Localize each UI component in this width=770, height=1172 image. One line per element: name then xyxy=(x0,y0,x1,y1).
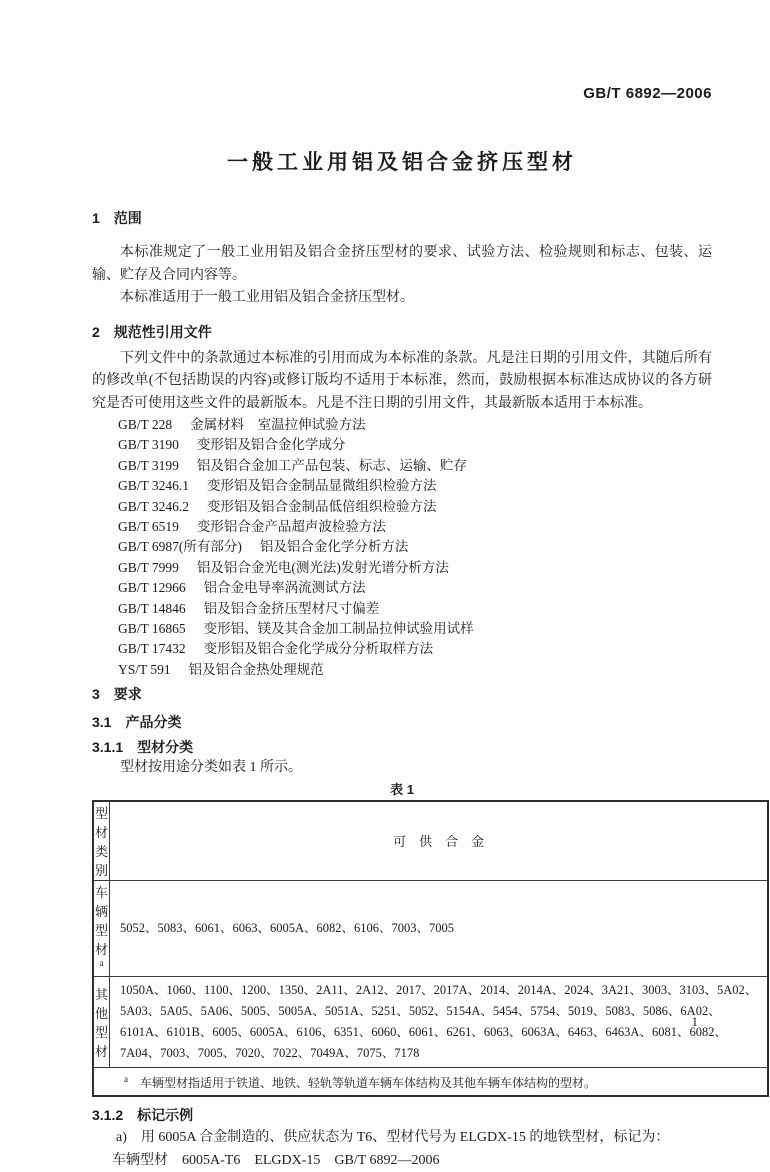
table-1 xyxy=(92,800,769,1097)
alloys-line: 1050A、1060、1100、1200、1350、2A11、2A12、2017、2017A、2014、2014A、2024、3A21、3003、3103、5A02、 xyxy=(120,983,758,998)
reference-item xyxy=(92,660,712,680)
reference-code: GB/T 17432 xyxy=(118,641,186,657)
alloys-line: 6101A、6101B、6005、6005A、6106、6351、6060、6061、6261、6063、6063A、6463、6463A、6081、6082、 xyxy=(120,1025,727,1040)
table-header-category: 型材类别 xyxy=(93,801,110,881)
alloys-cell-vehicle: 5052、5083、6061、6063、6005A、6082、6106、7003、7005 xyxy=(110,880,769,976)
page-content xyxy=(92,0,758,1172)
section-1-title: 范围 xyxy=(113,210,142,226)
reference-item xyxy=(92,435,712,455)
reference-title: 铝合金电导率涡流测试方法 xyxy=(203,580,366,596)
section-1-heading xyxy=(92,208,712,228)
reference-title: 变形铝及铝合金化学成分分析取样方法 xyxy=(203,641,434,657)
table-row-other-profiles xyxy=(93,977,768,1068)
reference-item xyxy=(92,517,712,537)
reference-code: GB/T 7999 xyxy=(118,559,179,575)
reference-title: 变形铝合金产品超声波检验方法 xyxy=(196,519,386,535)
section-3-1-2-title: 标记示例 xyxy=(137,1107,194,1124)
section-3-1-1-heading xyxy=(92,737,712,757)
category-cell-vehicle xyxy=(93,880,110,976)
section-3-1-1-title: 型材分类 xyxy=(137,739,194,756)
reference-item xyxy=(92,599,712,619)
category-cell-other: 其他型材 xyxy=(93,977,110,1068)
alloys-line: 7A04、7003、7005、7020、7022、7049A、7075、7178 xyxy=(120,1046,420,1061)
section-1-number: 1 xyxy=(92,210,100,226)
reference-title: 铝及铝合金热处理规范 xyxy=(188,661,324,677)
reference-title: 铝及铝合金光电(测光法)发射光谱分析方法 xyxy=(196,559,449,575)
table-footnote-row xyxy=(93,1068,768,1097)
section-3-1-heading xyxy=(92,712,712,732)
table-footnote-cell xyxy=(93,1068,768,1097)
footnote-reference-mark: a xyxy=(99,957,104,968)
reference-title: 铝及铝合金化学分析方法 xyxy=(259,539,409,555)
section-3-heading xyxy=(92,684,712,704)
reference-title: 铝及铝合金加工产品包装、标志、运输、贮存 xyxy=(196,457,467,473)
reference-code: GB/T 6519 xyxy=(118,519,179,535)
marking-example-designation: 车辆型材 6005A-T6 ELGDX-15 GB/T 6892—2006 xyxy=(112,1152,440,1168)
section-2-heading xyxy=(92,322,712,342)
table-header-alloys: 可 供 合 金 xyxy=(110,801,769,881)
reference-code: GB/T 3246.2 xyxy=(118,498,190,514)
footnote-marker: a xyxy=(124,1074,128,1085)
reference-code: GB/T 6987(所有部分) xyxy=(118,539,242,555)
references-intro-paragraph: 下列文件中的条款通过本标准的引用而成为本标准的条款。凡是注日期的引用文件，其随后所有的修改单(不包括勘误的内容)或修订版均不适用于本标准，然而，鼓励根据本标准达成协议的各方研究是否可使用这些文件的最新版本。凡是不注日期的引用文件，其最新版本适用于本标准。 xyxy=(92,350,712,411)
reference-title: 铝及铝合金挤压型材尺寸偏差 xyxy=(203,600,380,616)
reference-item xyxy=(92,619,712,639)
reference-title: 金属材料 室温拉伸试验方法 xyxy=(190,417,366,432)
reference-item xyxy=(92,639,712,659)
reference-code: GB/T 14846 xyxy=(118,600,186,616)
section-3-1-1-number: 3.1.1 xyxy=(92,739,124,756)
reference-code: GB/T 3190 xyxy=(118,437,179,453)
reference-code: GB/T 16865 xyxy=(118,621,186,637)
category-label: 车辆型材 xyxy=(95,884,109,957)
reference-code: GB/T 12966 xyxy=(118,580,186,596)
section-3-number: 3 xyxy=(92,686,100,703)
section-3-1-2-heading xyxy=(92,1105,712,1125)
section-3-1-2-number: 3.1.2 xyxy=(92,1107,124,1124)
scope-paragraph-2: 本标准适用于一般工业用铝及铝合金挤压型材。 xyxy=(120,290,414,305)
reference-code: GB/T 3246.1 xyxy=(118,478,190,494)
document-title: 一般工业用铝及铝合金挤压型材 xyxy=(227,151,577,174)
reference-title: 变形铝及铝合金化学成分 xyxy=(196,437,346,453)
reference-title: 变形铝及铝合金制品低倍组织检验方法 xyxy=(207,498,437,514)
reference-item xyxy=(92,558,712,578)
section-2-title: 规范性引用文件 xyxy=(113,323,212,340)
section-3-title: 要求 xyxy=(113,686,142,703)
reference-item xyxy=(92,497,712,517)
section-2-number: 2 xyxy=(92,323,100,340)
section-3-1-number: 3.1 xyxy=(92,714,112,731)
alloys-cell-other xyxy=(110,977,769,1068)
reference-item xyxy=(92,476,712,496)
reference-title: 变形铝、镁及其合金加工制品拉伸试验用试样 xyxy=(203,621,474,637)
reference-code: GB/T 3199 xyxy=(118,457,179,473)
table-header-row xyxy=(93,801,768,881)
reference-item xyxy=(92,415,712,435)
section-3-1-title: 产品分类 xyxy=(125,714,182,731)
reference-item xyxy=(92,537,712,557)
footnote-text: 车辆型材指适用于铁道、地铁、轻轨等轨道车辆车体结构及其他车辆车体结构的型材。 xyxy=(140,1076,597,1091)
alloys-line: 5A03、5A05、5A06、5005、5005A、5051A、5251、5052、5154A、5454、5754、5019、5083、5086、6A02、 xyxy=(120,1004,721,1019)
classification-body-text: 型材按用途分类如表 1 所示。 xyxy=(120,760,302,776)
reference-code: YS/T 591 xyxy=(118,661,171,677)
page-number: 1 xyxy=(691,1014,698,1029)
scope-paragraph-1: 本标准规定了一般工业用铝及铝合金挤压型材的要求、试验方法、检验规则和标志、包装、运输、贮存及合同内容等。 xyxy=(92,245,712,283)
reference-item xyxy=(92,456,712,476)
reference-code: GB/T 228 xyxy=(118,417,173,432)
reference-list xyxy=(92,415,712,680)
table-1-caption: 表 1 xyxy=(390,781,414,797)
standard-code: GB/T 6892—2006 xyxy=(583,85,712,102)
reference-title: 变形铝及铝合金制品显微组织检验方法 xyxy=(207,478,437,494)
marking-example-item-a: a) 用 6005A 合金制造的、供应状态为 T6、型材代号为 ELGDX-15 的地铁型材，标记为： xyxy=(116,1130,670,1146)
reference-item xyxy=(92,578,712,598)
table-row-vehicle-profiles xyxy=(93,880,768,976)
